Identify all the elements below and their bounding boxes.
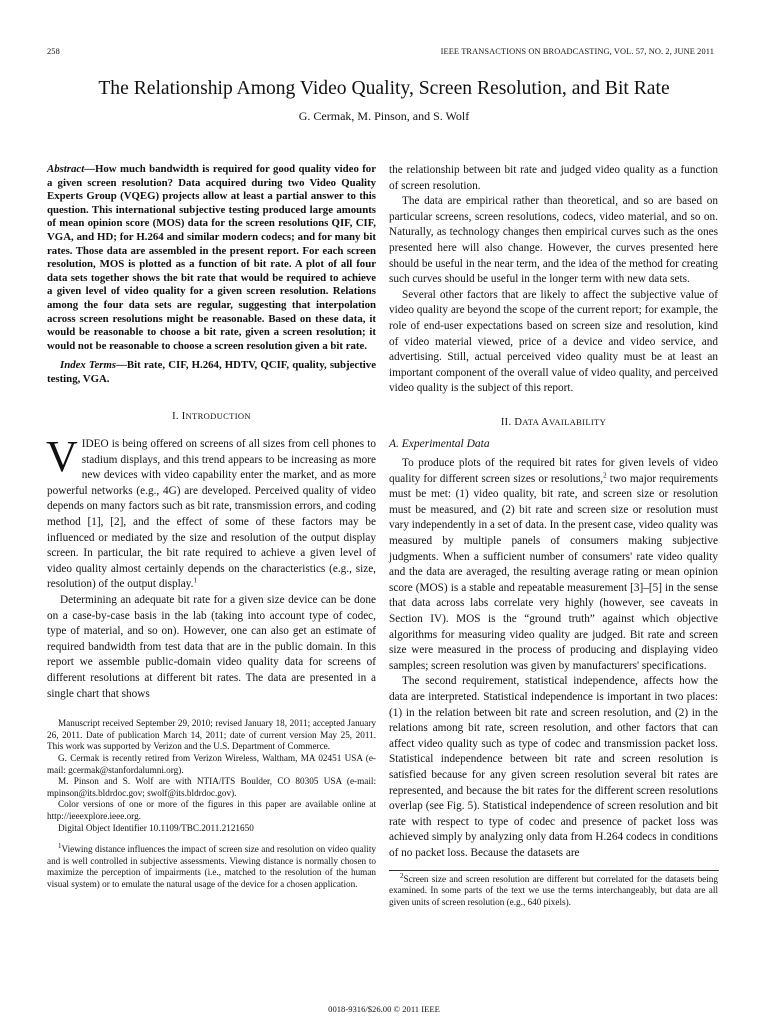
data-paragraph-1: To produce plots of the required bit rates for given levels of video quality for different screen sizes or resolutions,$^2$ two major requirements must be met: (1) video quality, bit rate, and screen size or resolution must be measured, and (2) bit rate and screen size or resolution must vary independently in a set of data. In the present case, video quality was measured by multiple panels of consumers making subjective judgments. When a sufficient number of consumers' rate video quality and the data are averaged, the resulting average rating or mean opinion score (MOS) is a stable and repeatable measurement [3]–[5] in the sense that data across labs correlate very highly (however, see caveats in Section IV). MOS is the “ground truth” against which objective algorithms for measuring video quality are judged. Bit rate and screen size were measured in the process of producing and displaying video samples; screen resolution was given by manufacturers' specifications. [389, 457, 719, 672]
footnote-1 [47, 844, 376, 890]
copyright-footer: 0018-9316/$26.00 © 2011 IEEE [328, 1004, 440, 1014]
page-number: 258 [47, 47, 60, 56]
section-heading-data-availability: II. DATA AVAILABILITY [500, 416, 607, 428]
index-terms [47, 359, 376, 386]
right-paragraph-3: Several other factors that are likely to affect the subjective value of video quality are beyond the scope of the current report; for example, the role of end-user expectations based on screen size and resolution, kind of video material viewed, price of a device and video service, and advertising. Still, actual perceived video quality must be at least an important component of the overall value of video quality, and perceived video quality is the subject of this report. [389, 288, 718, 395]
manuscript-note: Manuscript received September 29, 2010; revised January 18, 2011; accepted January 26, 2011. Date of publication March 14, 2011; date of current version May 25, 2011. This work was supported by Verizon and the U.S. Department of Commerce. [47, 718, 376, 752]
drop-cap: V [46, 432, 78, 482]
manuscript-note: M. Pinson and S. Wolf are with NTIA/ITS Boulder, CO 80305 USA (e-mail: mpinson@its.bldrdoc.gov; swolf@its.bldrdoc.gov). [47, 776, 376, 798]
index-terms-text: —Bit rate, CIF, H.264, HDTV, QCIF, quality, subjective testing, VGA. [47, 359, 376, 385]
footnote-ref-2: 2 [603, 470, 607, 479]
footnote-ref-1: 1 [193, 576, 197, 585]
footnote-1-mark: 1 [58, 842, 62, 851]
intro-paragraph-1: VIDEO is being offered on screens of all sizes from cell phones to stadium displays, and this trend appears to be increasing as more new devices with video capability enter the market, and as more powerful networks (e.g., 4G) are developed. Perceived quality of video depends on many factors such as bit rate, transmission errors, and coding method [1], [2], and the effect of some of these factors may be influenced or mediated by the size and resolution of the output display screen. In particular, the bit rate required to achieve a given level of video quality almost certainly depends on the characteristics (e.g., size, resolution) of the output display.$^1$ [46, 432, 376, 591]
data-paragraph-2: The second requirement, statistical independence, affects how the data are interpreted. Statistical independence is important in two places: (1) in the relation between bit rate and screen resolution, and (2) in the relations among bit rate, screen resolution, and other factors that can affect video quality such as type of codec and transmission packet loss. Statistical independence between bit rate and screen resolution is satisfied because for any given screen resolution several bit rates are represented, and because the bit rates for the different screen resolutions overlap (see Fig. 5). Statistical independence of screen resolution and bit rate with respect to type of codec and presence of packet loss was achieved simply by analyzing only data from H.264 codecs in conditions of no packet loss. Because the datasets are [389, 675, 718, 859]
continued-paragraph: the relationship between bit rate and judged video quality as a function of screen resolution. [389, 164, 718, 192]
abstract-label: Abstract [47, 163, 85, 175]
manuscript-note: Digital Object Identifier 10.1109/TBC.2011.2121650 [58, 822, 254, 833]
footnote-2 [389, 871, 718, 909]
abstract [47, 163, 376, 353]
paper-title: The Relationship Among Video Quality, Screen Resolution, and Bit Rate [98, 78, 670, 99]
subsection-heading-experimental-data: A. Experimental Data [389, 437, 490, 450]
footnote-2-mark: 2 [400, 871, 404, 880]
manuscript-notes [47, 718, 376, 834]
manuscript-note: G. Cermak is recently retired from Verizon Wireless, Waltham, MA 02451 USA (e-mail: gcermak@stanfordalumni.org). [47, 752, 376, 775]
right-column [389, 163, 718, 908]
journal-header: IEEE TRANSACTIONS ON BROADCASTING, VOL. 57, NO. 2, JUNE 2011 [440, 47, 714, 56]
manuscript-note: Color versions of one or more of the figures in this paper are available online at http://ieeexplore.ieee.org. [47, 799, 376, 821]
section-heading-introduction: I. INTRODUCTION [172, 410, 251, 422]
intro-paragraph-2: Determining an adequate bit rate for a given size device can be done on a case-by-case basis in the lab (taking into account type of codec, type of material, and so on). However, one can also get an estimate of required bandwidth from test data that are in the public domain. In this report we assemble public-domain video quality data for screens of different resolutions at different bit rates. The data are presented in a single chart that shows [47, 594, 376, 700]
footnote-divider [389, 870, 719, 871]
left-column [47, 163, 376, 891]
index-terms-label: Index Terms [60, 359, 117, 372]
paper-authors: G. Cermak, M. Pinson, and S. Wolf [298, 109, 470, 123]
footnote-1-text: Viewing distance influences the impact of screen size and resolution on video quality and is well controlled in subjective assessments. Viewing distance is normally chosen to maximize the perception of impairments (i.e., matched to the resolution of the human visual system) or to emulate the natural usage of the device for a chosen application. [47, 844, 376, 889]
abstract-text: —How much bandwidth is required for good quality video for a given screen resolution? Data acquired during two Video Quality Experts Group (VQEG) projects allow at least a partial answer to this question. This international subjective testing produced large amounts of mean opinion score (MOS) data for the screen resolutions QIF, CIF, VGA, and HD; for H.264 and similar modern codecs; and for many bit rates. Those data are assembled in the present report. For each screen resolution, MOS is plotted as a function of bit rate. A plot of all four data sets together shows the bit rate that would be required to achieve a given level of video quality for a given screen resolution. Relations among the four data sets are regular, suggesting that interpolation across screen resolutions might be reasonable. Based on these data, it would be reasonable to choose a bit rate, given a screen resolution; it would not be reasonable to choose a screen resolution given a bit rate. [47, 163, 376, 352]
footnote-2-text: Screen size and screen resolution are different but correlated for the datasets being examined. In some parts of the text we use the terms interchangeably, but data are all given units of screen resolution (e.g., 640 pixels). [389, 873, 718, 907]
right-paragraph-2: The data are empirical rather than theoretical, and so are based on particular screens, screen resolutions, codecs, video material, and so on. Naturally, as technology changes then empirical curves such as the ones presented here will also change. However, the curves presented here should be useful in the near term, and the idea of the method for creating such curves should be useful in the longer term with new data sets. [389, 195, 718, 286]
